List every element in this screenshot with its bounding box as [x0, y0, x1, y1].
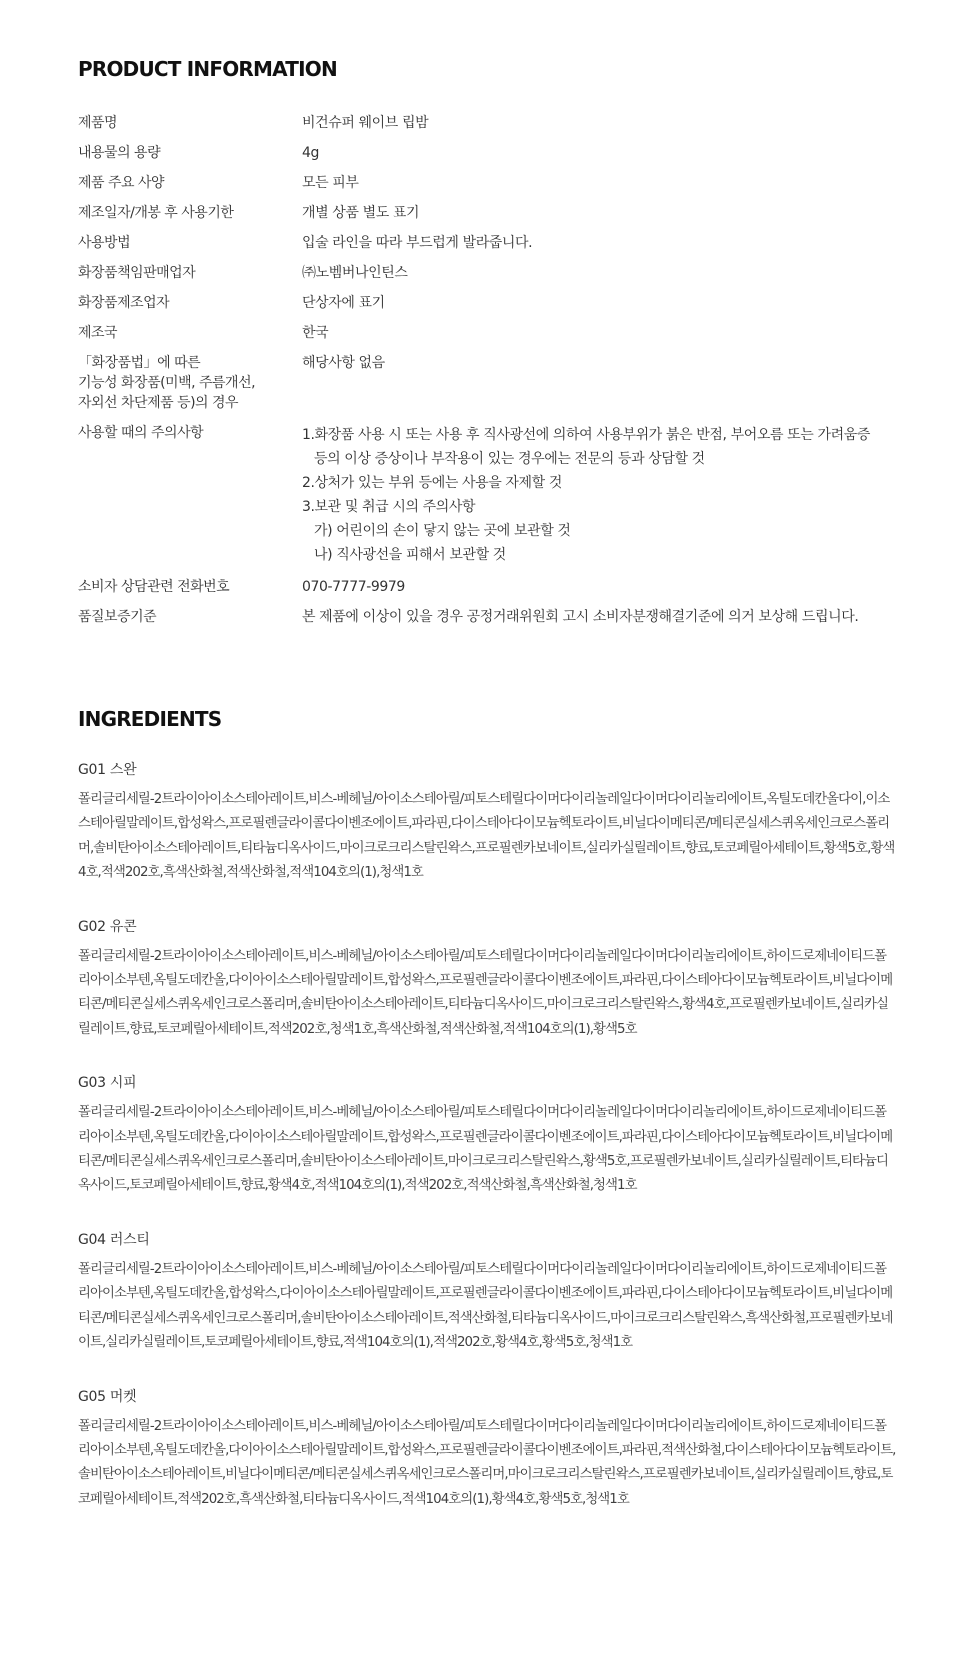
ingredient-item: [78, 1073, 898, 1199]
info-value: [302, 203, 898, 223]
info-value-line: ㈜노벰버나인틴스: [302, 265, 408, 281]
info-row: [78, 577, 898, 597]
info-value: [302, 423, 898, 567]
ingredient-item: [78, 1387, 898, 1513]
info-value: [302, 113, 898, 133]
info-row: [78, 233, 898, 253]
info-value-line: 단상자에 표기: [302, 295, 385, 311]
info-label: 품질보증기준: [78, 609, 157, 625]
info-label: 화장품제조업자: [78, 295, 170, 311]
ingredients-title: INGREDIENTS: [78, 707, 222, 731]
info-row: [78, 173, 898, 193]
info-value: [302, 353, 898, 413]
info-row: [78, 423, 898, 567]
info-label: 사용할 때의 주의사항: [78, 425, 204, 441]
info-value: [302, 233, 898, 253]
ingredient-item: [78, 1230, 898, 1356]
ingredient-item: [78, 917, 898, 1043]
info-value-line: 모든 피부: [302, 175, 359, 191]
product-information-title: PRODUCT INFORMATION: [78, 57, 337, 81]
ingredient-shade-name: G01 스완: [78, 762, 137, 778]
info-value-line: 070-7777-9979: [302, 579, 405, 595]
info-value: [302, 143, 898, 163]
info-label: 제조일자/개봉 후 사용기한: [78, 205, 234, 221]
info-value-line: 4g: [302, 145, 319, 161]
ingredients-list: [78, 760, 898, 1543]
info-value: [302, 323, 898, 343]
info-label: 제품명: [78, 115, 118, 131]
ingredient-shade-name: G03 시피: [78, 1075, 137, 1092]
info-value: [302, 607, 898, 627]
info-row: [78, 293, 898, 313]
info-value-line: 해당사항 없음: [302, 355, 385, 371]
info-row: [78, 323, 898, 343]
info-value-line: 입술 라인을 따라 부드럽게 발라줍니다.: [302, 235, 533, 251]
info-row: [78, 607, 898, 627]
ingredient-text: 폴리글리세릴-2트라이아이소스테아레이트,비스-베헤닐/아이소스테아릴/피토스테릴다이머다이리놀레일다이머다이리놀리에이트,하이드로제네이티드폴리아이소부텐,옥틸도데칸올,다이아이소스테아릴말레이트,합성왁스,프로필렌글라이콜다이벤조에이트,파라핀,다이스테아다이모늄헥토라이트,비닐다이메티콘/메티콘실세스퀴옥세인크로스폴리머,솔비탄아이소스테아레이트,마이크로크리스탈린왁스,황색5호,프로필렌카보네이트,실리카실릴레이트,티타늄디옥사이드,토코페릴아세테이트,향료,황색4호,적색104호의(1),적색202호,적색산화철,흑색산화철,청색1호: [78, 1105, 893, 1194]
info-label: 제조국: [78, 325, 118, 341]
info-value-line: 비건슈퍼 웨이브 립밤: [302, 115, 429, 131]
ingredient-text: 폴리글리세릴-2트라이아이소스테아레이트,비스-베헤닐/아이소스테아릴/피토스테릴다이머다이리놀레일다이머다이리놀리에이트,하이드로제네이티드폴리아이소부텐,옥틸도데칸올,다이아이소스테아릴말레이트,합성왁스,프로필렌글라이콜다이벤조에이트,파라핀,적색산화철,다이스테아다이모늄헥토라이트,솔비탄아이소스테아레이트,비닐다이메티콘/메티콘실세스퀴옥세인크로스폴리머,마이크로크리스탈린왁스,프로필렌카보네이트,실리카실릴레이트,향료,토코페릴아세테이트,적색202호,흑색산화철,티타늄디옥사이드,적색104호의(1),황색4호,황색5호,청색1호: [78, 1418, 896, 1507]
ingredient-text: 폴리글리세릴-2트라이아이소스테아레이트,비스-베헤닐/아이소스테아릴/피토스테릴다이머다이리놀레일다이머다이리놀리에이트,하이드로제네이티드폴리아이소부텐,옥틸도데칸올,합성왁스,다이아이소스테아릴말레이트,프로필렌글라이콜다이벤조에이트,파라핀,다이스테아다이모늄헥토라이트,비닐다이메티콘/메티콘실세스퀴옥세인크로스폴리머,솔비탄아이소스테아레이트,적색산화철,티타늄디옥사이드,마이크로크리스탈린왁스,흑색산화철,프로필렌카보네이트,실리카실릴레이트,토코페릴아세테이트,향료,적색104호의(1),적색202호,황색4호,황색5호,청색1호: [78, 1261, 893, 1351]
info-row: [78, 203, 898, 223]
info-value-line: 1.화장품 사용 시 또는 사용 후 직사광선에 의하여 사용부위가 붉은 반점, 부어오름 또는 가려움증: [302, 427, 870, 443]
info-value: [302, 173, 898, 193]
ingredient-item: [78, 760, 898, 886]
info-value-line: 개별 상품 별도 표기: [302, 205, 420, 221]
info-value-line: 2.상처가 있는 부위 등에는 사용을 자제할 것: [302, 475, 562, 491]
info-value-line: 등의 이상 증상이나 부작용이 있는 경우에는 전문의 등과 상담할 것: [314, 451, 705, 467]
info-row: [78, 263, 898, 283]
info-label: 내용물의 용량: [78, 145, 161, 161]
ingredient-text: 폴리글리세릴-2트라이아이소스테아레이트,비스-베헤닐/아이소스테아릴/피토스테릴다이머다이리놀레일다이머다이리놀리에이트,하이드로제네이티드폴리아이소부텐,옥틸도데칸올,다이아이소스테아릴말레이트,합성왁스,프로필렌글라이콜다이벤조에이트,파라핀,다이스테아다이모늄헥토라이트,비닐다이메티콘/메티콘실세스퀴옥세인크로스폴리머,솔비탄아이소스테아레이트,티타늄디옥사이드,마이크로크리스탈린왁스,황색4호,프로필렌카보네이트,실리카실릴레이트,향료,토코페릴아세테이트,적색202호,청색1호,흑색산화철,적색산화철,적색104호의(1),황색5호: [78, 948, 893, 1037]
ingredient-text: 폴리글리세릴-2트라이아이소스테아레이트,비스-베헤닐/아이소스테아릴/피토스테릴다이머다이리놀레일다이머다이리놀리에이트,옥틸도데칸올다이,이소스테아릴말레이트,합성왁스,프로필렌글라이콜다이벤조에이트,파라핀,다이스테아다이모늄헥토라이트,비닐다이메티콘/메티콘실세스퀴옥세인크로스폴리머,솔비탄아이소스테아레이트,티타늄디옥사이드,마이크로크리스탈린왁스,프로필렌카보네이트,실리카실릴레이트,향료,토코페릴아세테이트,황색5호,황색4호,적색202호,흑색산화철,적색산화철,적색104호의(1),청색1호: [78, 792, 895, 881]
info-row: [78, 143, 898, 163]
info-value: [302, 577, 898, 597]
info-value: [302, 263, 898, 283]
info-label: 제품 주요 사양: [78, 175, 165, 191]
info-row: [78, 113, 898, 133]
info-label: 소비자 상담관련 전화번호: [78, 579, 230, 595]
info-value-line: 가) 어린이의 손이 닿지 않는 곳에 보관할 것: [314, 523, 571, 539]
info-label: 「화장품법」에 따른 기능성 화장품(미백, 주름개선, 자외선 차단제품 등)의 경우: [78, 355, 256, 411]
info-label: 화장품책임판매업자: [78, 265, 196, 281]
ingredient-shade-name: G05 머켓: [78, 1388, 137, 1405]
product-information-table: [78, 113, 898, 637]
info-value-line: 본 제품에 이상이 있을 경우 공정거래위원회 고시 소비자분쟁해결기준에 의거 보상해 드립니다.: [302, 609, 859, 625]
info-row: [78, 353, 898, 413]
info-label: 사용방법: [78, 235, 131, 251]
info-value-line: 3.보관 및 취급 시의 주의사항: [302, 499, 476, 515]
info-value: [302, 293, 898, 313]
ingredient-shade-name: G02 유콘: [78, 918, 137, 935]
info-value-line: 나) 직사광선을 피해서 보관할 것: [314, 547, 506, 563]
info-value-line: 한국: [302, 325, 329, 341]
ingredient-shade-name: G04 러스티: [78, 1231, 150, 1248]
